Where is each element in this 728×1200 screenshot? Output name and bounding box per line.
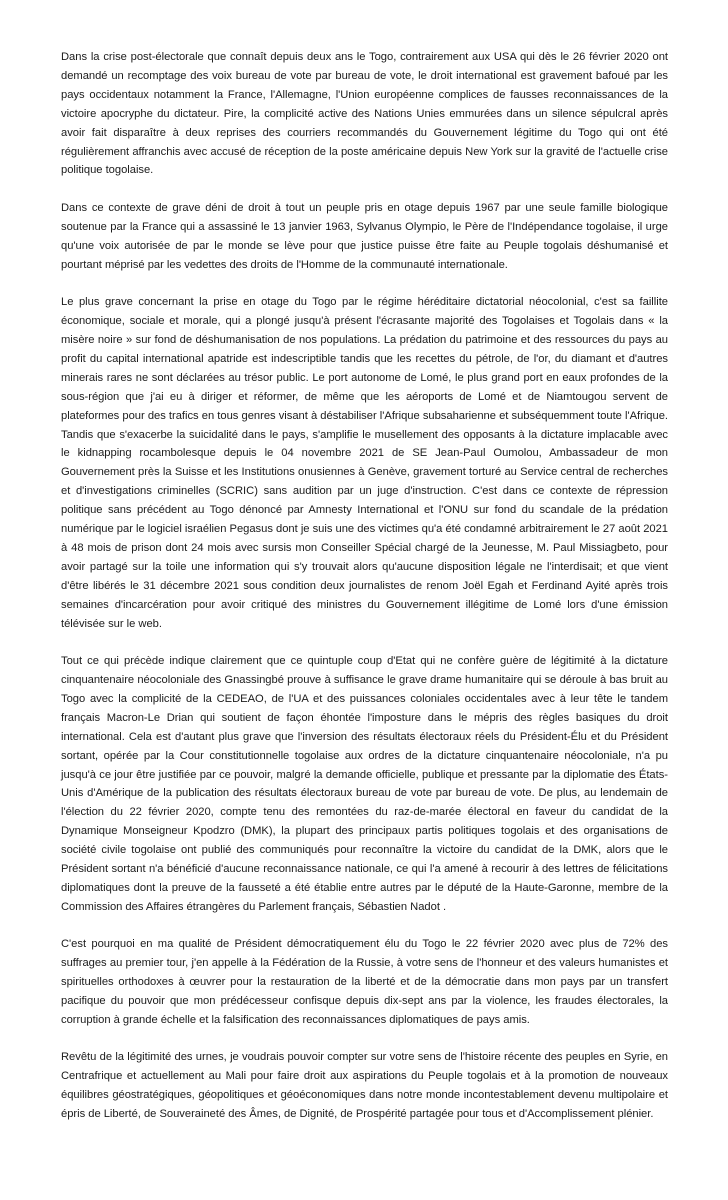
paragraph-denial-of-rights: Dans ce contexte de grave déni de droit à tout un peuple pris en otage depuis 1967 par une seule famille biologique soutenue par la France qui a assassiné le 13 janvier 1963, Sylvanus Olympio, le Père de l'Indépendance togolaise, il urge qu'une voix autorisée de par le monde se lève pour que justice puisse être faite au Peuple togolais déshumanisé et pourtant méprisé par les vedettes des droits de l'Homme de la communauté internationale. [61,201,668,271]
paragraph-economic-failure: Le plus grave concernant la prise en otage du Togo par le régime héréditaire dictatorial néocolonial, c'est sa faillite économique, sociale et morale, qui a plongé jusqu'à présent l'écrasante majorité des Togolaises et Togolais dans « la misère noire » sur fond de déshumanisation de nos populations. La prédation du patrimoine et des ressources du pays au profit du capital international apatride est indescriptible tandis que les recettes du pétrole, de l'or, du diamant et d'autres minerais rares ne sont déclarées au trésor public. Le port autonome de Lomé, le plus grand port en eaux profondes de la sous-région que j'ai eu à diriger et réformer, de même que les aéroports de Lomé et de Niamtougou servent de plateformes pour des trafics en tous genres visant à déstabiliser l'Afrique subsaharienne et subséquemment toute l'Afrique. Tandis que s'exacerbe la suicidalité dans le pays, s'amplifie le musellement des opposants à la dictature implacable avec le kidnapping rocambolesque depuis le 04 novembre 2021 de SE Jean-Paul Oumolou, Ambassadeur de mon Gouvernement près la Suisse et les Institutions onusiennes à Genève, gravement torturé au Service central de recherches et d'investigations criminelles (SCRIC) sans audition par un juge d'instruction. C'est dans ce contexte de répression politique sans précédent au Togo dénoncé par Amnesty International et l'ONU sur fond du scandale de la prédation numérique par le logiciel israélien Pegasus dont je suis une des victimes qu'a été condamné arbitrairement le 27 août 2021 à 48 mois de prison dont 24 mois avec sursis mon Conseiller Spécial chargé de la Jeunesse, M. Paul Missiagbeto, pour avoir partagé sur la toile une information qui s'y trouvait alors qu'aucune disposition légale ne l'interdisait; et que vient d'être libérés le 31 décembre 2021 sous condition deux journalistes de renom Joël Egah et Ferdinand Ayité après trois semaines d'incarcération pour avoir critiqué des ministres du Gouvernement illégitime de Lomé lors d'une émission télévisée sur le web. [61,296,668,630]
paragraph-post-electoral-crisis: Dans la crise post-électorale que connaît depuis deux ans le Togo, contrairement aux USA qui dès le 26 février 2020 ont demandé un recomptage des voix bureau de vote par bureau de vote, le droit international est gravement bafoué par les pays occidentaux notamment la France, l'Allemagne, l'Union européenne complices de fausses reconnaissances de la victoire apocryphe du dictateur. Pire, la complicité active des Nations Unies emmurées dans un silence sépulcral après avoir fait disparaître à deux reprises des courriers recommandés du Gouvernement légitime du Togo qui ont été régulièrement affranchis avec accusé de réception de la poste américaine depuis New York sur la gravité de l'actuelle crise politique togolaise. [61,51,668,177]
paragraph-appeal-to-russia: C'est pourquoi en ma qualité de Président démocratiquement élu du Togo le 22 février 2020 avec plus de 72% des suffrages au premier tour, j'en appelle à la Fédération de la Russie, à votre sens de l'honneur et des valeurs humanistes et spirituelles orthodoxes à œuvrer pour la restauration de la liberté et de la démocratie dans mon pays par un transfert pacifique du pouvoir que mon prédécesseur confisque depuis dix-sept ans par la violence, les fraudes électorales, la corruption à grande échelle et la falsification des reconnaissances diplomatiques de pays amis. [61,938,668,1026]
paragraph-coup-and-complicity: Tout ce qui précède indique clairement que ce quintuple coup d'Etat qui ne confère guère de légitimité à la dictature cinquantenaire néocoloniale des Gnassingbé prouve à suffisance le grave drame humanitaire qui se déroule à bas bruit au Togo avec la complicité de la CEDEAO, de l'UA et des puissances coloniales occidentales avec à leur tête le tandem français Macron-Le Drian qui soutient de façon éhontée l'imposture dans le mépris des règles basiques du droit international. Cela est d'autant plus grave que l'inversion des résultats électoraux réels du Président-Élu et du Président sortant, opérée par la Cour constitutionnelle togolaise aux ordres de la dictature cinquantenaire néocoloniale, n'a pu jusqu'à ce jour être justifiée par ce pouvoir, malgré la demande officielle, publique et pressante par la diplomatie des États-Unis d'Amérique de la publication des résultats électoraux bureau de vote par bureau de vote. De plus, au lendemain de l'élection du 22 février 2020, compte tenu des remontées du raz-de-marée électoral en faveur du candidat de la Dynamique Monseigneur Kpodzro (DMK), la plupart des principaux partis politiques togolais et des organisations de société civile togolaise ont publié des communiqués pour reconnaître la victoire du candidat de la DMK, alors que le Président sortant n'a bénéficié d'aucune reconnaissance nationale, ce qui l'a amené à recourir à des lettres de félicitations diplomatiques dont la preuve de la fausseté a été établie entre autres par le député de la Haute-Garonne, membre de la Commission des Affaires étrangères du Parlement français, Sébastien Nadot . [61,655,668,913]
paragraph-closing: Revêtu de la légitimité des urnes, je voudrais pouvoir compter sur votre sens de l'histoire récente des peuples en Syrie, en Centrafrique et actuellement au Mali pour faire droit aux aspirations du Peuple togolais et à la promotion de nouveaux équilibres géostratégiques, géopolitiques et géoéconomiques dans notre monde incontestablement devenu multipolaire et épris de Liberté, de Souveraineté des Âmes, de Dignité, de Prospérité partagée pour tous et d'Accomplissement plénier. [61,1051,668,1121]
